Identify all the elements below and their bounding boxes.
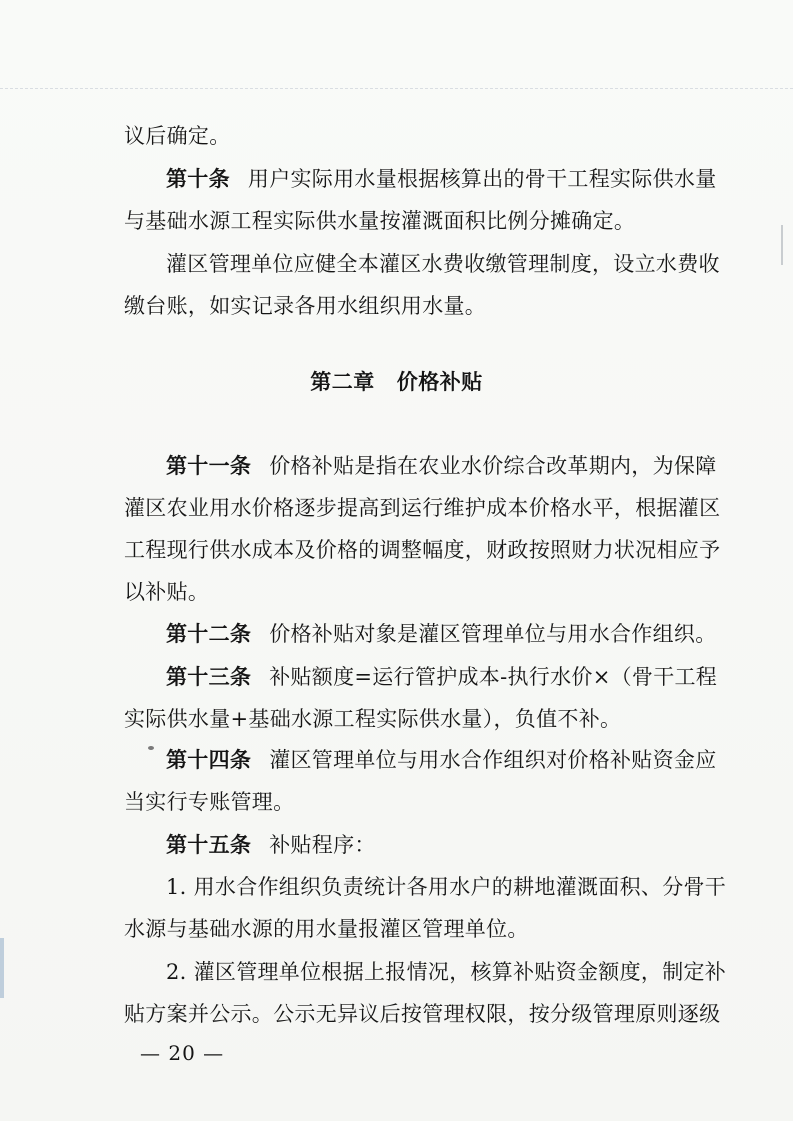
article-15-item-1-line-2: 水源与基础水源的用水量报灌区管理单位。 (124, 917, 529, 941)
chapter-name: 价格补贴 (396, 369, 483, 394)
article-14 (166, 746, 717, 774)
scan-fold-line (0, 88, 793, 89)
article-12 (166, 620, 717, 648)
article-11-line-2: 灌区农业用水价格逐步提高到运行维护成本价格水平，根据灌区 (124, 496, 721, 520)
article-10-label: 第十条 (166, 166, 230, 191)
article-13-line-2: 实际供水量+基础水源工程实际供水量），负值不补。 (124, 707, 622, 731)
continuation-line: 议后确定。 (124, 124, 231, 148)
paragraph-water-fee-line-1: 灌区管理单位应健全本灌区水费收缴管理制度，设立水费收 (166, 252, 720, 276)
article-12-label: 第十二条 (166, 621, 252, 646)
article-14-label: 第十四条 (166, 747, 252, 772)
article-13-line-1: 补贴额度=运行管护成本-执行水价×（骨干工程 (269, 665, 718, 689)
scan-speck (148, 746, 154, 750)
scan-left-edge-mark (0, 938, 4, 998)
article-11-line-4: 以补贴。 (124, 580, 210, 604)
scan-edge-mark (781, 225, 783, 265)
article-15-text: 补贴程序： (269, 833, 376, 857)
article-15-item-2-line-1: 2. 灌区管理单位根据上报情况，核算补贴资金额度，制定补 (166, 960, 727, 984)
article-15-label: 第十五条 (166, 832, 252, 857)
article-14-line-1: 灌区管理单位与用水合作组织对价格补贴资金应 (269, 748, 717, 772)
article-15-item-2-line-2: 贴方案并公示。公示无异议后按管理权限，按分级管理原则逐级 (124, 1002, 721, 1026)
article-11 (166, 452, 717, 480)
article-10 (166, 165, 717, 193)
article-11-label: 第十一条 (166, 453, 252, 478)
article-10-text: 用户实际用水量根据核算出的骨干工程实际供水量 (247, 167, 717, 191)
article-12-text: 价格补贴对象是灌区管理单位与用水合作组织。 (269, 622, 717, 646)
paragraph-water-fee-line-2: 缴台账，如实记录各用水组织用水量。 (124, 294, 487, 318)
chapter-number: 第二章 (310, 369, 375, 394)
article-15-item-1-line-1: 1. 用水合作组织负责统计各用水户的耕地灌溉面积、分骨干 (166, 875, 727, 899)
article-11-line-3: 工程现行供水成本及价格的调整幅度，财政按照财力状况相应予 (124, 538, 721, 562)
article-11-line-1: 价格补贴是指在农业水价综合改革期内，为保障 (269, 454, 717, 478)
article-13 (166, 663, 717, 691)
chapter-title (0, 368, 793, 396)
article-14-line-2: 当实行专账管理。 (124, 790, 295, 814)
article-15 (166, 831, 376, 859)
page-number: — 20 — (140, 1041, 225, 1065)
article-13-label: 第十三条 (166, 664, 252, 689)
article-10-line-2: 与基础水源工程实际供水量按灌溉面积比例分摊确定。 (124, 209, 636, 233)
